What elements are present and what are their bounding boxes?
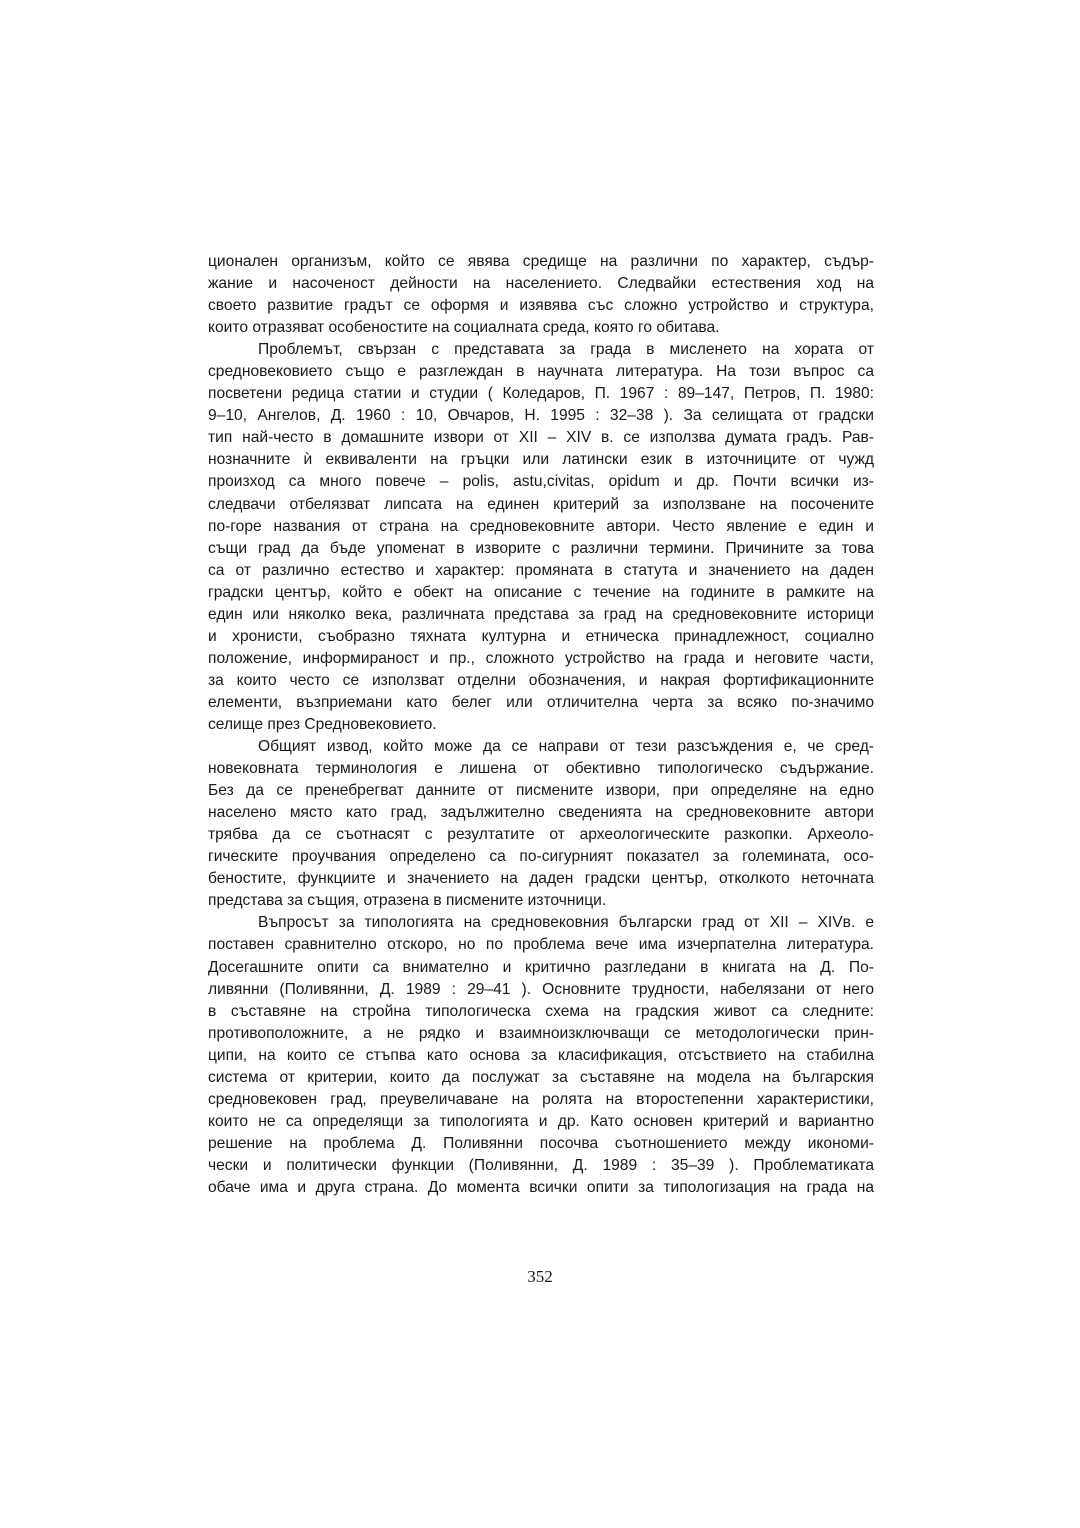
text-line: ципи, на които се стъпва като основа за класификация, отсъствието на стабилна: [208, 1046, 874, 1064]
text-line: ционален организъм, който се явява средище на различни по характер, съдър-: [208, 253, 874, 270]
text-line: които отразяват особеностите на социалната среда, която го обитава.: [208, 319, 720, 337]
paragraph-2: [208, 339, 874, 736]
text-line: чески и политически функции (Поливянни, Д. 1989 : 35–39 ). Проблематиката: [208, 1156, 874, 1174]
text-line: жание и насоченост дейности на населението. Следвайки естествения ход на: [208, 275, 874, 293]
text-line: за които често се използват отделни обозначения, и накрая фортификационните: [208, 671, 874, 689]
text-line: Без да се пренебрегват данните от писмените извори, при определяне на едно: [208, 782, 874, 800]
text-line: произход са много повече – polis, astu,civitas, opidum и др. Почти всички из-: [208, 473, 874, 491]
text-line: в съставяне на стройна типологическа схема на градския живот са следните:: [208, 1002, 874, 1020]
text-line: същи град да бъде упоменат в изворите с различни термини. Причините за това: [208, 539, 874, 557]
text-line: селище през Средновековието.: [208, 715, 437, 733]
paragraph-4: [208, 912, 874, 1199]
text-line: тип най-често в домашните извори от XII – XIV в. се използва думата градъ. Рав-: [208, 429, 874, 447]
text-line: система от критерии, които да послужат за съставяне на модела на българския: [208, 1068, 874, 1086]
text-line: средновековен град, преувеличаване на ролята на второстепенни характеристики,: [208, 1090, 874, 1108]
text-line: по-горе названия от страна на средновековните автори. Често явление е един и: [208, 517, 874, 535]
text-line: новековната терминология е лишена от обективно типологическо съдържание.: [208, 760, 874, 778]
text-line: своето развитие градът се оформя и изявява със сложно устройство и структура,: [208, 297, 874, 315]
text-line: противоположните, а не рядко и взаимноизключващи се методологически прин-: [208, 1024, 874, 1042]
text-line: 9–10, Ангелов, Д. 1960 : 10, Овчаров, Н. 1995 : 32–38 ). За селищата от градски: [208, 407, 874, 425]
text-line: положение, информираност и пр., сложното устройство на града и неговите части,: [208, 649, 874, 667]
body-text: [208, 251, 874, 1199]
text-line: ливянни (Поливянни, Д. 1989 : 29–41 ). Основните трудности, набелязани от него: [208, 980, 874, 998]
text-line: посветени редица статии и студии ( Коледаров, П. 1967 : 89–147, Петров, П. 1980:: [208, 385, 874, 403]
text-line: нозначните ѝ еквиваленти на гръцки или латински език в източниците от чужд: [208, 451, 874, 469]
text-line: и хронисти, съобразно тяхната културна и етническа принадлежност, социално: [208, 627, 874, 645]
text-line: решение на проблема Д. Поливянни посочва съотношението между икономи-: [208, 1134, 874, 1152]
text-line: населено място като град, задължително сведенията на средновековните автори: [208, 804, 874, 822]
text-line: градски център, който е обект на описание с течение на годините в рамките на: [208, 583, 874, 601]
text-line: гическите проучвания определено са по-сигурният показател за големината, осо-: [208, 848, 874, 866]
text-line: един или няколко века, различната представа за град на средновековните историци: [208, 605, 874, 623]
text-line: са от различно естество и характер: промяната в статута и значението на даден: [208, 561, 874, 579]
text-line: беностите, функциите и значението на даден градски център, отколкото неточната: [208, 870, 874, 888]
text-line: които не са определящи за типологията и др. Като основен критерий и вариантно: [208, 1112, 874, 1130]
text-line: поставен сравнително отскоро, но по проблема вече има изчерпателна литература.: [208, 936, 874, 954]
text-line: Проблемът, свързан с представата за града в мисленето на хората от: [258, 341, 874, 359]
text-line: Досегашните опити са внимателно и критично разгледани в книгата на Д. По-: [208, 958, 874, 976]
text-line: средновековието също е разглеждан в научната литература. На този въпрос са: [208, 363, 874, 381]
text-line: елементи, възприемани като белег или отличителна черта за всяко по-значимо: [208, 693, 874, 711]
page-number: 352: [527, 1267, 553, 1286]
text-line: обаче има и друга страна. До момента всички опити за типологизация на града на: [208, 1178, 874, 1196]
paragraph-3: [208, 736, 874, 912]
text-line: Общият извод, който може да се направи от тези разсъждения е, че сред-: [258, 738, 874, 756]
paragraph-1: [208, 251, 874, 339]
text-line: следвачи отбелязват липсата на единен критерий за използване на посочените: [208, 495, 874, 513]
text-line: Въпросът за типологията на средновековния български град от XII – XIVв. е: [258, 914, 874, 932]
text-line: трябва да се съотнасят с резултатите от археологическите разкопки. Археоло-: [208, 826, 874, 844]
text-line: представа за същия, отразена в писмените източници.: [208, 892, 607, 910]
